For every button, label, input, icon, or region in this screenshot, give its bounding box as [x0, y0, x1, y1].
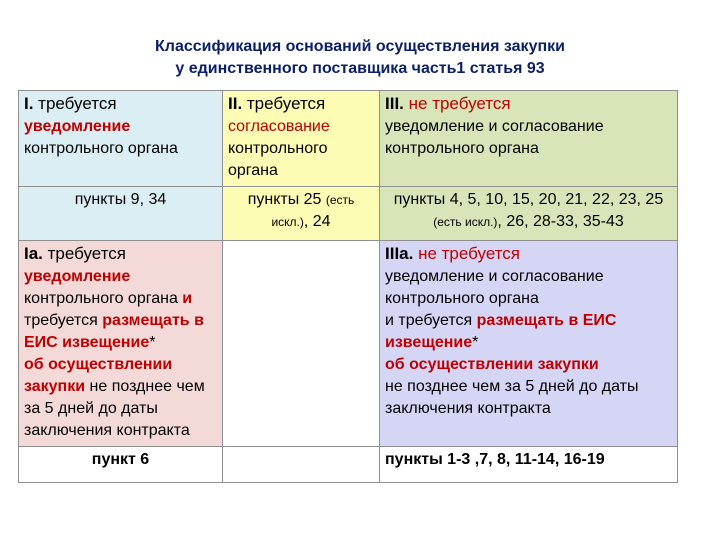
points-text: пункты 1-3 ,7, 8, 11-14, 16-19 [385, 451, 605, 468]
cell-points-i [19, 187, 223, 241]
highlight-text: размещать в ЕИС извещение [385, 312, 617, 351]
cell-points-ii [223, 187, 380, 241]
points-text: , 24 [303, 213, 331, 230]
cell-text: требуется [33, 94, 117, 113]
table-row-points [19, 187, 678, 241]
highlight-text: уведомление [24, 118, 131, 135]
highlight-text: об осуществлении закупки [24, 356, 173, 395]
cell-category-ii [223, 91, 380, 187]
cell-text: * [472, 334, 479, 351]
cell-text: контрольного органа [228, 140, 328, 179]
title-line-2: у единственного поставщика часть1 статья 93 [175, 60, 545, 77]
cell-text: контрольного органа [24, 290, 183, 307]
cell-text: контрольного органа [24, 140, 178, 157]
cell-text: не позднее чем за 5 дней до даты заключения контракта [385, 378, 639, 417]
highlight-text: не требуется [413, 244, 521, 263]
points-text: пункт 6 [91, 451, 150, 468]
classification-table [18, 90, 678, 483]
cell-text: уведомление и согласование контрольного органа [385, 118, 604, 157]
cell-category-iiia [380, 241, 678, 447]
table-row-subcategories [19, 241, 678, 447]
cell-text: требуется [24, 312, 103, 329]
points-text: пункты 9, 34 [74, 191, 167, 208]
highlight-text: размещать в ЕИС извещение [24, 312, 204, 351]
roman-numeral: III. [385, 94, 404, 113]
cell-text: требуется [42, 244, 126, 263]
page-title [0, 36, 720, 80]
highlight-text: согласование [228, 118, 330, 135]
roman-numeral: I. [24, 94, 34, 113]
highlight-text: и [182, 290, 193, 307]
table-row-headers [19, 91, 678, 187]
cell-points-ia [19, 447, 223, 483]
highlight-text: об осуществлении закупки [385, 356, 599, 373]
cell-category-ia [19, 241, 223, 447]
cell-text: не позднее чем за 5 дней до даты заключения контракта [24, 378, 205, 439]
exception-note: (есть искл.) [271, 193, 355, 229]
cell-text: требуется [242, 94, 326, 113]
cell-text: уведомление и согласование контрольного органа [385, 268, 604, 307]
cell-text: и требуется [385, 312, 477, 329]
cell-text: * [149, 334, 156, 351]
cell-empty [223, 447, 380, 483]
roman-numeral: Ia. [24, 244, 43, 263]
cell-empty [223, 241, 380, 447]
exception-note: (есть искл.) [433, 215, 498, 229]
cell-points-iii [380, 187, 678, 241]
cell-category-i [19, 91, 223, 187]
roman-numeral: II. [228, 94, 243, 113]
highlight-text: уведомление [24, 268, 131, 285]
roman-numeral: IIIa. [385, 244, 414, 263]
cell-category-iii [380, 91, 678, 187]
highlight-text: не требуется [403, 94, 511, 113]
points-text: пункты 25 [247, 191, 326, 208]
table-row-points-sub [19, 447, 678, 483]
title-line-1: Классификация оснований осуществления закупки [155, 38, 565, 55]
points-text: пункты 4, 5, 10, 15, 20, 21, 22, 23, 25 [393, 191, 664, 208]
cell-points-iiia [380, 447, 678, 483]
points-text: , 26, 28-33, 35-43 [497, 213, 624, 230]
